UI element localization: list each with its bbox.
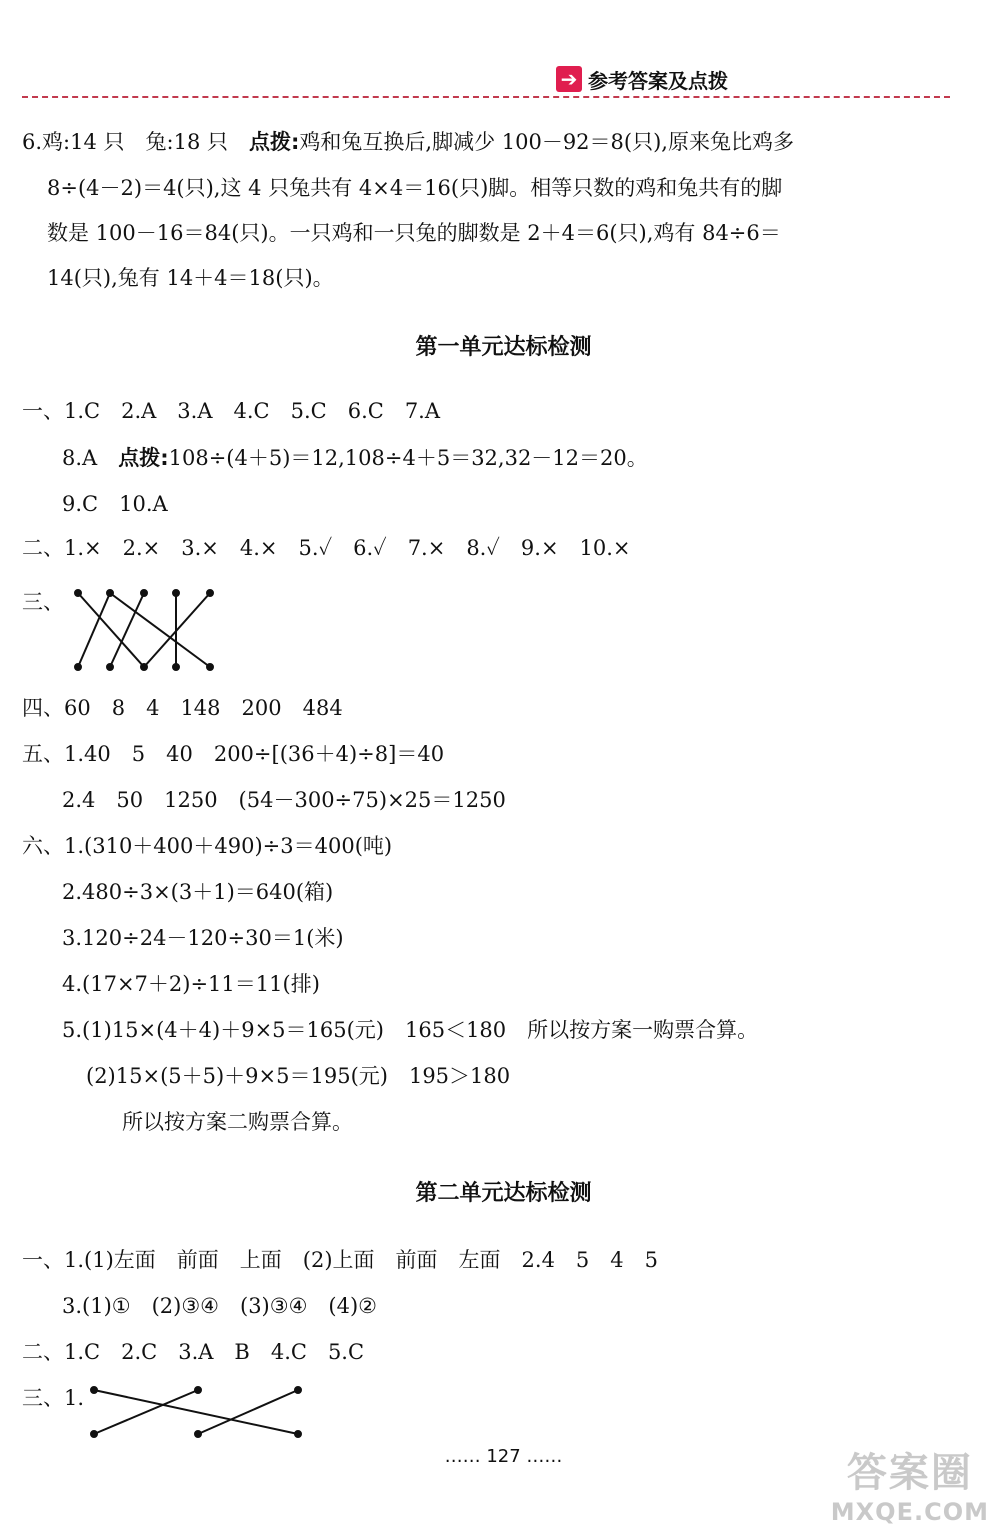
header-title: 参考答案及点拨 [588, 68, 728, 93]
hint-label: 点拨: [248, 130, 300, 154]
unit1-q2-line: 二、1.× 2.× 3.× 4.× 5.✓ 6.✓ 7.× 8.✓ 9.× 10.× [22, 536, 631, 560]
unit1-q6-line-1: 六、1.(310＋400＋490)÷3＝400(吨) [22, 834, 393, 858]
answer-text: 8.A [62, 446, 119, 470]
answer-text: 6.鸡:14 只 兔:18 只 [22, 130, 249, 154]
page-header [556, 64, 728, 94]
unit2-title: 第二单元达标检测 [415, 1181, 592, 1206]
dots-right: …… [526, 1446, 563, 1467]
unit1-q3-label: 三、 [22, 590, 64, 614]
unit1-q5-line-1: 五、1.40 5 40 200÷[(36＋4)÷8]＝40 [22, 742, 445, 766]
unit1-q1-line-c: 9.C 10.A [62, 492, 168, 516]
unit1-q6-line-5a: 5.(1)15×(4＋4)＋9×5＝165(元) 165＜180 所以按方案一购票合算。 [62, 1018, 759, 1042]
page-number-value: 127 [486, 1446, 521, 1467]
unit2-q1-line-a: 一、1.(1)左面 前面 上面 (2)上面 前面 左面 2.4 5 4 5 [22, 1248, 659, 1272]
unit1-q5-line-2: 2.4 50 1250 (54－300÷75)×25＝1250 [62, 788, 506, 812]
unit1-q6-line-5b: (2)15×(5＋5)＋9×5＝195(元) 195＞180 [86, 1064, 511, 1088]
unit2-q3-label: 三、1. [22, 1386, 85, 1410]
arrow-right-icon: ➔ [556, 66, 582, 92]
unit2-matching-diagram [86, 1382, 306, 1442]
unit1-title: 第一单元达标检测 [415, 335, 592, 360]
dots-left: …… [444, 1446, 481, 1467]
answer-text: 108÷(4＋5)＝12,108÷4＋5＝32,32－12＝20。 [168, 446, 648, 470]
hint-label: 点拨: [118, 446, 169, 470]
unit1-q1-line-a: 一、1.C 2.A 3.A 4.C 5.C 6.C 7.A [22, 399, 441, 423]
answer-text: 鸡和兔互换后,脚减少 100－92＝8(只),原来兔比鸡多 [299, 130, 794, 154]
unit1-q6-line-5c: 所以按方案二购票合算。 [122, 1110, 353, 1134]
unit1-matching-diagram [70, 585, 220, 675]
unit1-q4-line: 四、60 8 4 148 200 484 [22, 696, 343, 720]
intro-line-1 [22, 128, 794, 156]
intro-line-2: 8÷(4－2)＝4(只),这 4 只兔共有 4×4＝16(只)脚。相等只数的鸡和兔共有的脚 [47, 176, 783, 200]
header-divider [22, 96, 950, 98]
watermark-logo [831, 1441, 989, 1526]
unit2-q1-line-b: 3.(1)① (2)③④ (3)③④ (4)② [62, 1294, 377, 1318]
intro-line-4: 14(只),兔有 14＋4＝18(只)。 [47, 266, 334, 290]
unit1-q1-line-b [62, 444, 648, 472]
unit2-q2-line: 二、1.C 2.C 3.A B 4.C 5.C [22, 1340, 365, 1364]
watermark-en: MXQE.COM [830, 1498, 989, 1526]
unit1-q6-line-2: 2.480÷3×(3＋1)＝640(箱) [62, 880, 334, 904]
unit1-q6-line-3: 3.120÷24－120÷30＝1(米) [62, 926, 344, 950]
unit1-q6-line-4: 4.(17×7＋2)÷11＝11(排) [62, 972, 320, 996]
intro-line-3: 数是 100－16＝84(只)。一只鸡和一只兔的脚数是 2＋4＝6(只),鸡有 84÷6＝ [47, 221, 781, 245]
watermark-cn: 答案圈 [846, 1450, 973, 1496]
